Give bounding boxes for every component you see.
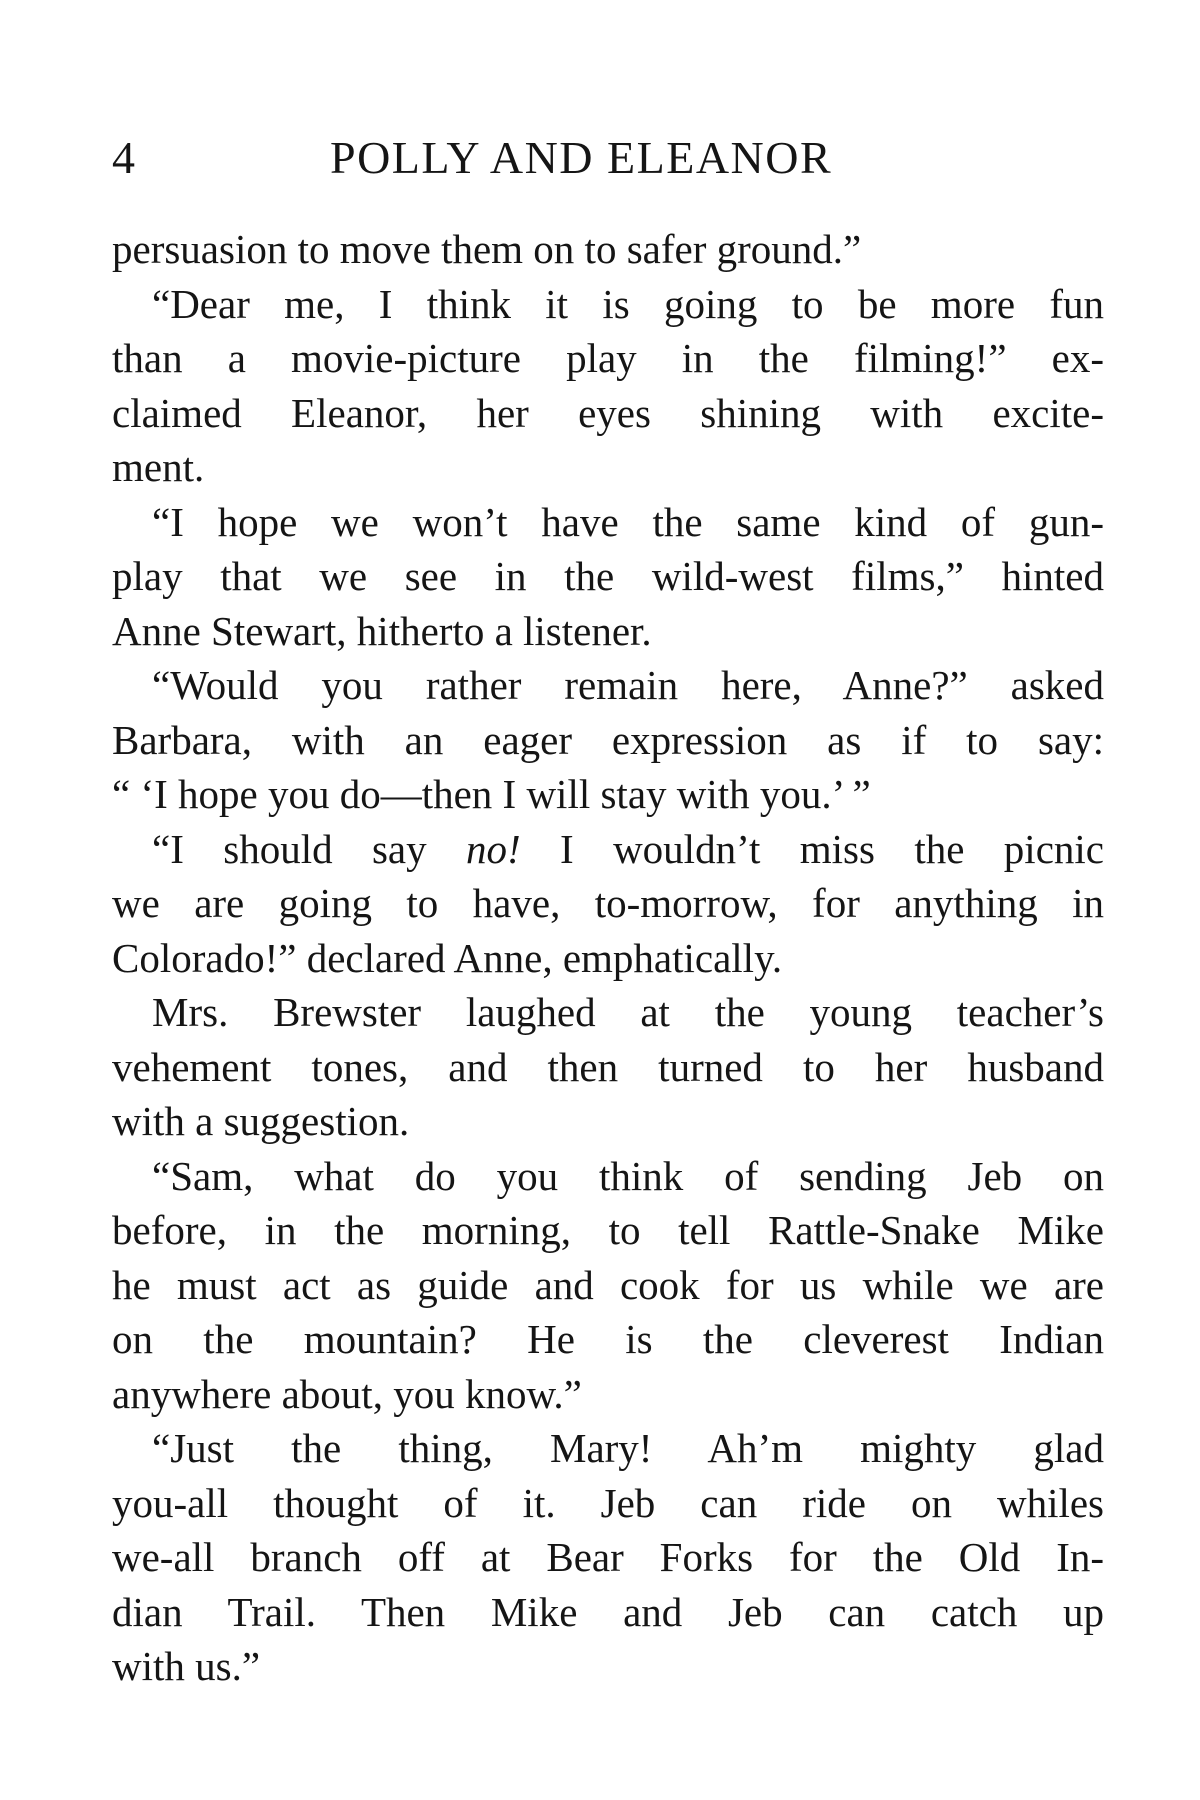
text-line: we-all branch off at Bear Forks for the Old In- [112, 1534, 1104, 1580]
text-line: you-all thought of it. Jeb can ride on whiles [112, 1479, 1104, 1526]
text-line: anywhere about, you know.” [112, 1370, 582, 1417]
text-line: with a suggestion. [112, 1098, 410, 1144]
text-line: “I hope we won’t have the same kind of gun- [152, 498, 1104, 545]
text-line: vehement tones, and then turned to her husband [112, 1043, 1104, 1090]
text-line: persuasion to move them on to safer ground.” [112, 226, 862, 272]
text-line: he must act as guide and cook for us while we are [112, 1261, 1104, 1308]
text-line: dian Trail. Then Mike and Jeb can catch up [112, 1588, 1104, 1635]
page-header [112, 128, 1104, 188]
page-number: 4 [112, 132, 135, 183]
italic-word: no! [466, 825, 521, 872]
text-line: “Dear me, I think it is going to be more fun [152, 280, 1104, 327]
text-line: play that we see in the wild-west films,” hinted [112, 553, 1104, 599]
text-line: with us.” [112, 1643, 261, 1689]
text-line: Barbara, with an eager expression as if to say: [112, 716, 1104, 763]
text-line: “Would you rather remain here, Anne?” asked [152, 662, 1104, 708]
text-line: “ ‘I hope you do—then I will stay with you.’ ” [112, 771, 871, 817]
text-line: “Just the thing, Mary! Ah’m mighty glad [152, 1425, 1104, 1471]
text-line: “Sam, what do you think of sending Jeb on [152, 1152, 1104, 1199]
text-line: on the mountain? He is the cleverest Indian [112, 1316, 1104, 1362]
text-line: Anne Stewart, hitherto a listener. [112, 607, 652, 654]
text-line: Colorado!” declared Anne, emphatically. [112, 934, 783, 981]
running-head: POLLY AND ELEANOR [330, 132, 833, 183]
text-line: “I should say no! I wouldn’t miss the picnic [152, 825, 1104, 872]
text-line: Mrs. Brewster laughed at the young teacher’s [152, 989, 1104, 1035]
text-line: before, in the morning, to tell Rattle-Snake Mike [112, 1207, 1104, 1253]
text-line: claimed Eleanor, her eyes shining with excite- [112, 389, 1104, 436]
text-line: ment. [112, 444, 205, 490]
body-text [112, 222, 1104, 1694]
text-line: than a movie-picture play in the filming!” ex- [112, 335, 1104, 381]
text-line: we are going to have, to-morrow, for anything in [112, 880, 1104, 926]
